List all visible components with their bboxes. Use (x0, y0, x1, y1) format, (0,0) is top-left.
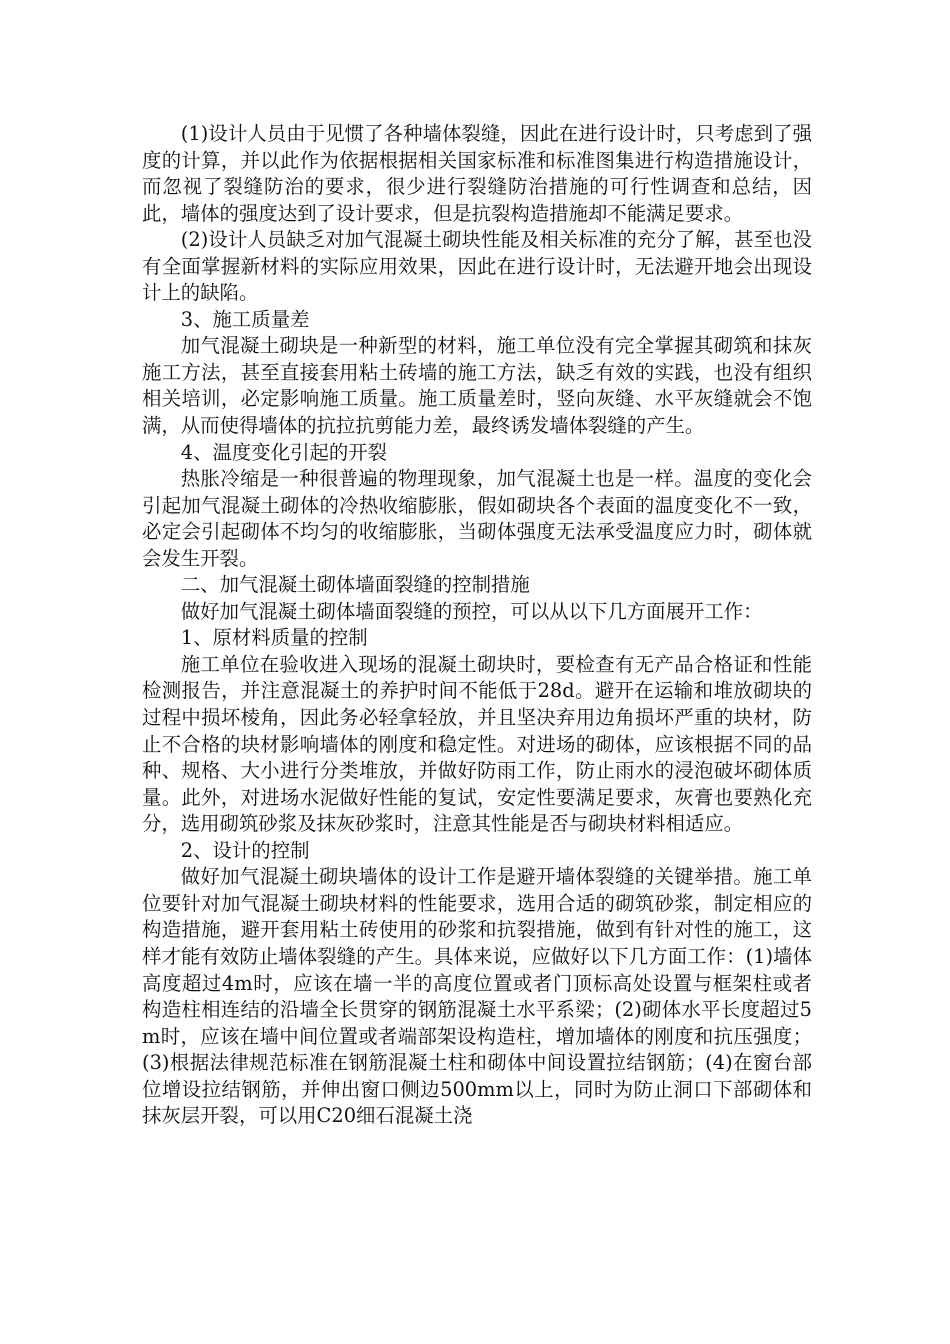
heading-material-control: 1、原材料质量的控制 (180, 626, 368, 650)
paragraph-construction-quality: 加气混凝土砌块是一种新型的材料，施工单位没有完全掌握其砌筑和抹灰施工方法，甚至直接套用粘土砖墙的施工方法，缺乏有效的实践，也没有组织相关培训，必定影响施工质量。施工质量差时，竖向灰缝、水平灰缝就会不饱满，从而使得墙体的抗拉抗剪能力差，最终诱发墙体裂缝的产生。 (142, 334, 812, 438)
heading-temperature-cracking: 4、温度变化引起的开裂 (180, 440, 388, 464)
paragraph-designer-habit: (1)设计人员由于见惯了各种墙体裂缝，因此在进行设计时，只考虑到了强度的计算，并以此作为依据根据相关国家标准和标准图集进行构造措施设计，而忽视了裂缝防治的要求，很少进行裂缝防治措施的可行性调查和总结，因此，墙体的强度达到了设计要求，但是抗裂构造措施却不能满足要求。 (142, 122, 812, 225)
paragraph-temperature-cracking: 热胀冷缩是一种很普遍的物理现象，加气混凝土也是一样。温度的变化会引起加气混凝土砌体的冷热收缩膨胀，假如砌块各个表面的温度变化不一致，必定会引起砌体不均匀的收缩膨胀，当砌体强度无法承受温度应力时，砌体就会发生开裂。 (142, 467, 812, 570)
heading-control-measures: 二、加气混凝土砌体墙面裂缝的控制措施 (180, 573, 530, 597)
document-body (142, 121, 812, 1130)
paragraph-material-control: 施工单位在验收进入现场的混凝土砌块时，要检查有无产品合格证和性能检测报告，并注意混凝土的养护时间不能低于28d。避开在运输和堆放砌块的过程中损坏棱角，因此务必轻拿轻放，并且坚决弃用边角损坏严重的块材，防止不合格的块材影响墙体的刚度和稳定性。对进场的砌体，应该根据不同的品种、规格、大小进行分类堆放，并做好防雨工作，防止雨水的浸泡破坏砌体质量。此外，对进场水泥做好性能的复试，安定性要满足要求，灰膏也要熟化充分，选用砌筑砂浆及抹灰砂浆时，注意其性能是否与砌块材料相适应。 (142, 652, 812, 836)
heading-construction-quality: 3、施工质量差 (180, 307, 310, 331)
heading-design-control: 2、设计的控制 (180, 838, 310, 862)
paragraph-design-control: 做好加气混凝土砌块墙体的设计工作是避开墙体裂缝的关键举措。施工单位要针对加气混凝土砌块材料的性能要求，选用合适的砌筑砂浆，制定相应的构造措施，避开套用粘土砖使用的砂浆和抗裂措施，做到有针对性的施工，这样才能有效防止墙体裂缝的产生。具体来说，应做好以下几方面工作：(1)墙体高度超过4m时，应该在墙一半的高度位置或者门顶标高处设置与框架柱或者构造柱相连结的沿墙全长贯穿的钢筋混凝土水平系梁；(2)砌体水平长度超过5m时，应该在墙中间位置或者端部架设构造柱，增加墙体的刚度和抗压强度；(3)根据法律规范标准在钢筋混凝土柱和砌体中间设置拉结钢筋；(4)在窗台部位增设拉结钢筋，并伸出窗口侧边500mm以上，同时为防止洞口下部砌体和抹灰层开裂，可以用C20细石混凝土浇 (142, 865, 812, 1128)
paragraph-designer-knowledge: (2)设计人员缺乏对加气混凝土砌块性能及相关标准的充分了解，甚至也没有全面掌握新材料的实际应用效果，因此在进行设计时，无法避开地会出现设计上的缺陷。 (142, 228, 812, 305)
paragraph-control-intro: 做好加气混凝土砌体墙面裂缝的预控，可以从以下几方面展开工作： (180, 599, 763, 623)
